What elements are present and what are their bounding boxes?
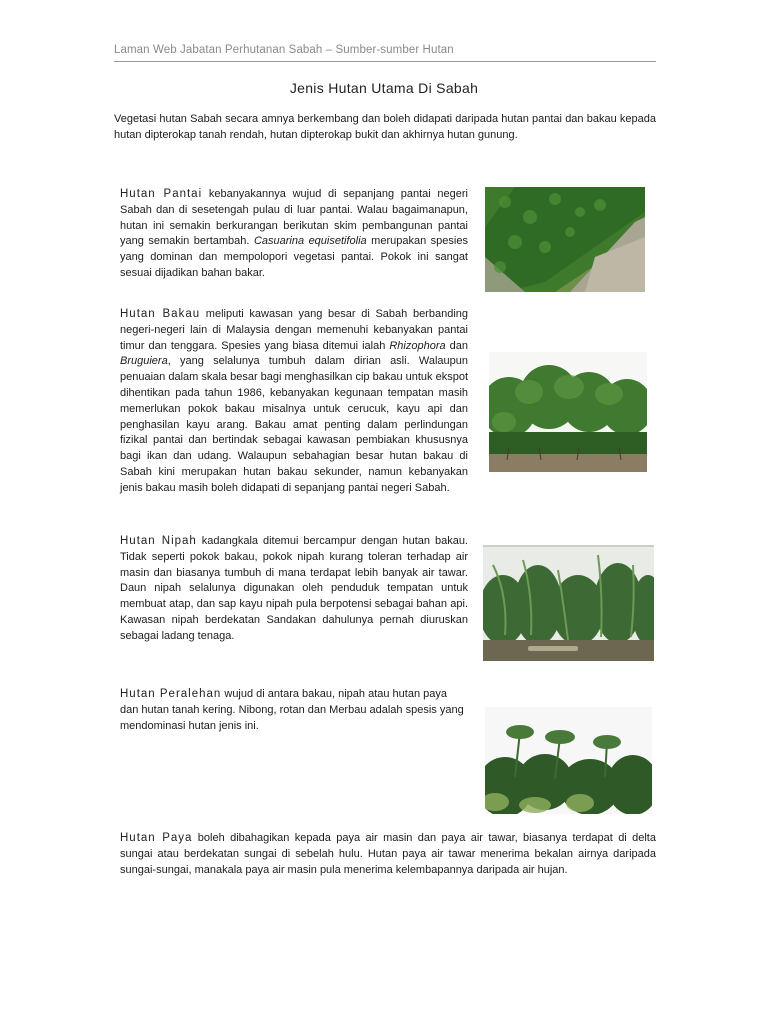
- page-header: [114, 44, 656, 62]
- section-text: wujud di antara bakau, nipah atau hutan paya dan hutan tanah kering. Nibong, rotan dan Merbau adalah spesis yang mendominasi hutan jenis ini.: [120, 688, 464, 732]
- section-hutan-bakau: [120, 307, 468, 497]
- section-text: merupakan spesies yang dominan dan mempolopori vegetasi pantai. Pokok ini sangat sesuai dijadikan bahan bakar.: [120, 235, 468, 279]
- section-text: , yang selalunya tumbuh dalam dirian asli. Walaupun penuaian dalam skala besar bagi menghasilkan cip bakau untuk ekspot dihentikan pada tahun 1986, kebanyakan kegunaan tempatan masih memerlukan pokok bakau misalnya untuk cerucuk, kayu api dan penghasilan kayu arang. Bakau amat penting dalam perlindungan fizikal pantai dan bertindak sebagai kawasan pembiakan khususnya bagi ikan dan udang. Walaupun sebahagian besar hutan bakau di Sabah kini merupakan hutan bakau sekunder, namun kebanyakan jenis bakau masih boleh didapati di sepanjang pantai negeri Sabah.: [120, 355, 468, 494]
- section-hutan-nipah: [120, 534, 468, 645]
- section-text: dan: [445, 339, 468, 352]
- hutan-nipah-photo: [483, 545, 654, 661]
- page-title: Jenis Hutan Utama Di Sabah: [289, 80, 479, 96]
- species-name: Casuarina equisetifolia: [253, 235, 367, 248]
- hutan-peralehan-photo: [485, 707, 652, 814]
- section-keyword: Hutan Paya: [120, 832, 193, 844]
- species-name: Bruguiera: [120, 355, 168, 368]
- section-hutan-pantai: [120, 187, 468, 282]
- section-keyword: Hutan Bakau: [120, 308, 201, 320]
- section-keyword: Hutan Peralehan: [120, 688, 222, 700]
- section-text: kebanyakannya wujud di sepanjang pantai negeri Sabah dan di sesetengah pulau di luar pantai. Walau bagaimanapun, hutan ini semakin berkurangan berikutan skim pembangunan pantai yang semakin bertambah.: [120, 188, 468, 248]
- section-hutan-paya: [120, 831, 656, 878]
- hutan-pantai-photo: [485, 187, 645, 292]
- section-text: boleh dibahagikan kepada paya air masin dan paya air tawar, biasanya terdapat di delta sungai atau berdekatan sungai di sebelah hulu. Hutan paya air tawar menerima bekalan airnya daripada sungai-sungai, manakala paya air masin pula menerima kelembapannya daripada air hujan.: [120, 832, 656, 876]
- intro-paragraph: Vegetasi hutan Sabah secara amnya berkembang dan boleh didapati daripada hutan pantai dan bakau kepada hutan dipterokap tanah rendah, hutan dipterokap bukit dan akhirnya hutan gunung.: [114, 113, 656, 141]
- species-name: Rhizophora: [389, 339, 446, 352]
- hutan-bakau-photo: [489, 352, 647, 472]
- section-text: meliputi kawasan yang besar di Sabah berbanding negeri-negeri lain di Malaysia dengan memenuhi kebanyakan pantai timur dan tenggara. Spesies yang biasa ditemui ialah: [120, 308, 468, 352]
- section-text: kadangkala ditemui bercampur dengan hutan bakau. Tidak seperti pokok bakau, pokok nipah kurang toleran terhadap air masin dan biasanya tumbuh di mana terdapat lebih banyak air tawar. Daun nipah selalunya digunakan oleh penduduk tempatan untuk membuat atap, dan sap kayu nipah pula berpotensi sebagai bahan api. Kawasan nipah berdekatan Sandakan dahulunya pernah diuruskan sebagai ladang tenaga.: [120, 535, 468, 642]
- section-hutan-peralehan: [120, 687, 468, 734]
- section-keyword: Hutan Nipah: [120, 535, 197, 547]
- header-text: Laman Web Jabatan Perhutanan Sabah – Sumber-sumber Hutan: [114, 44, 454, 56]
- section-keyword: Hutan Pantai: [120, 188, 203, 200]
